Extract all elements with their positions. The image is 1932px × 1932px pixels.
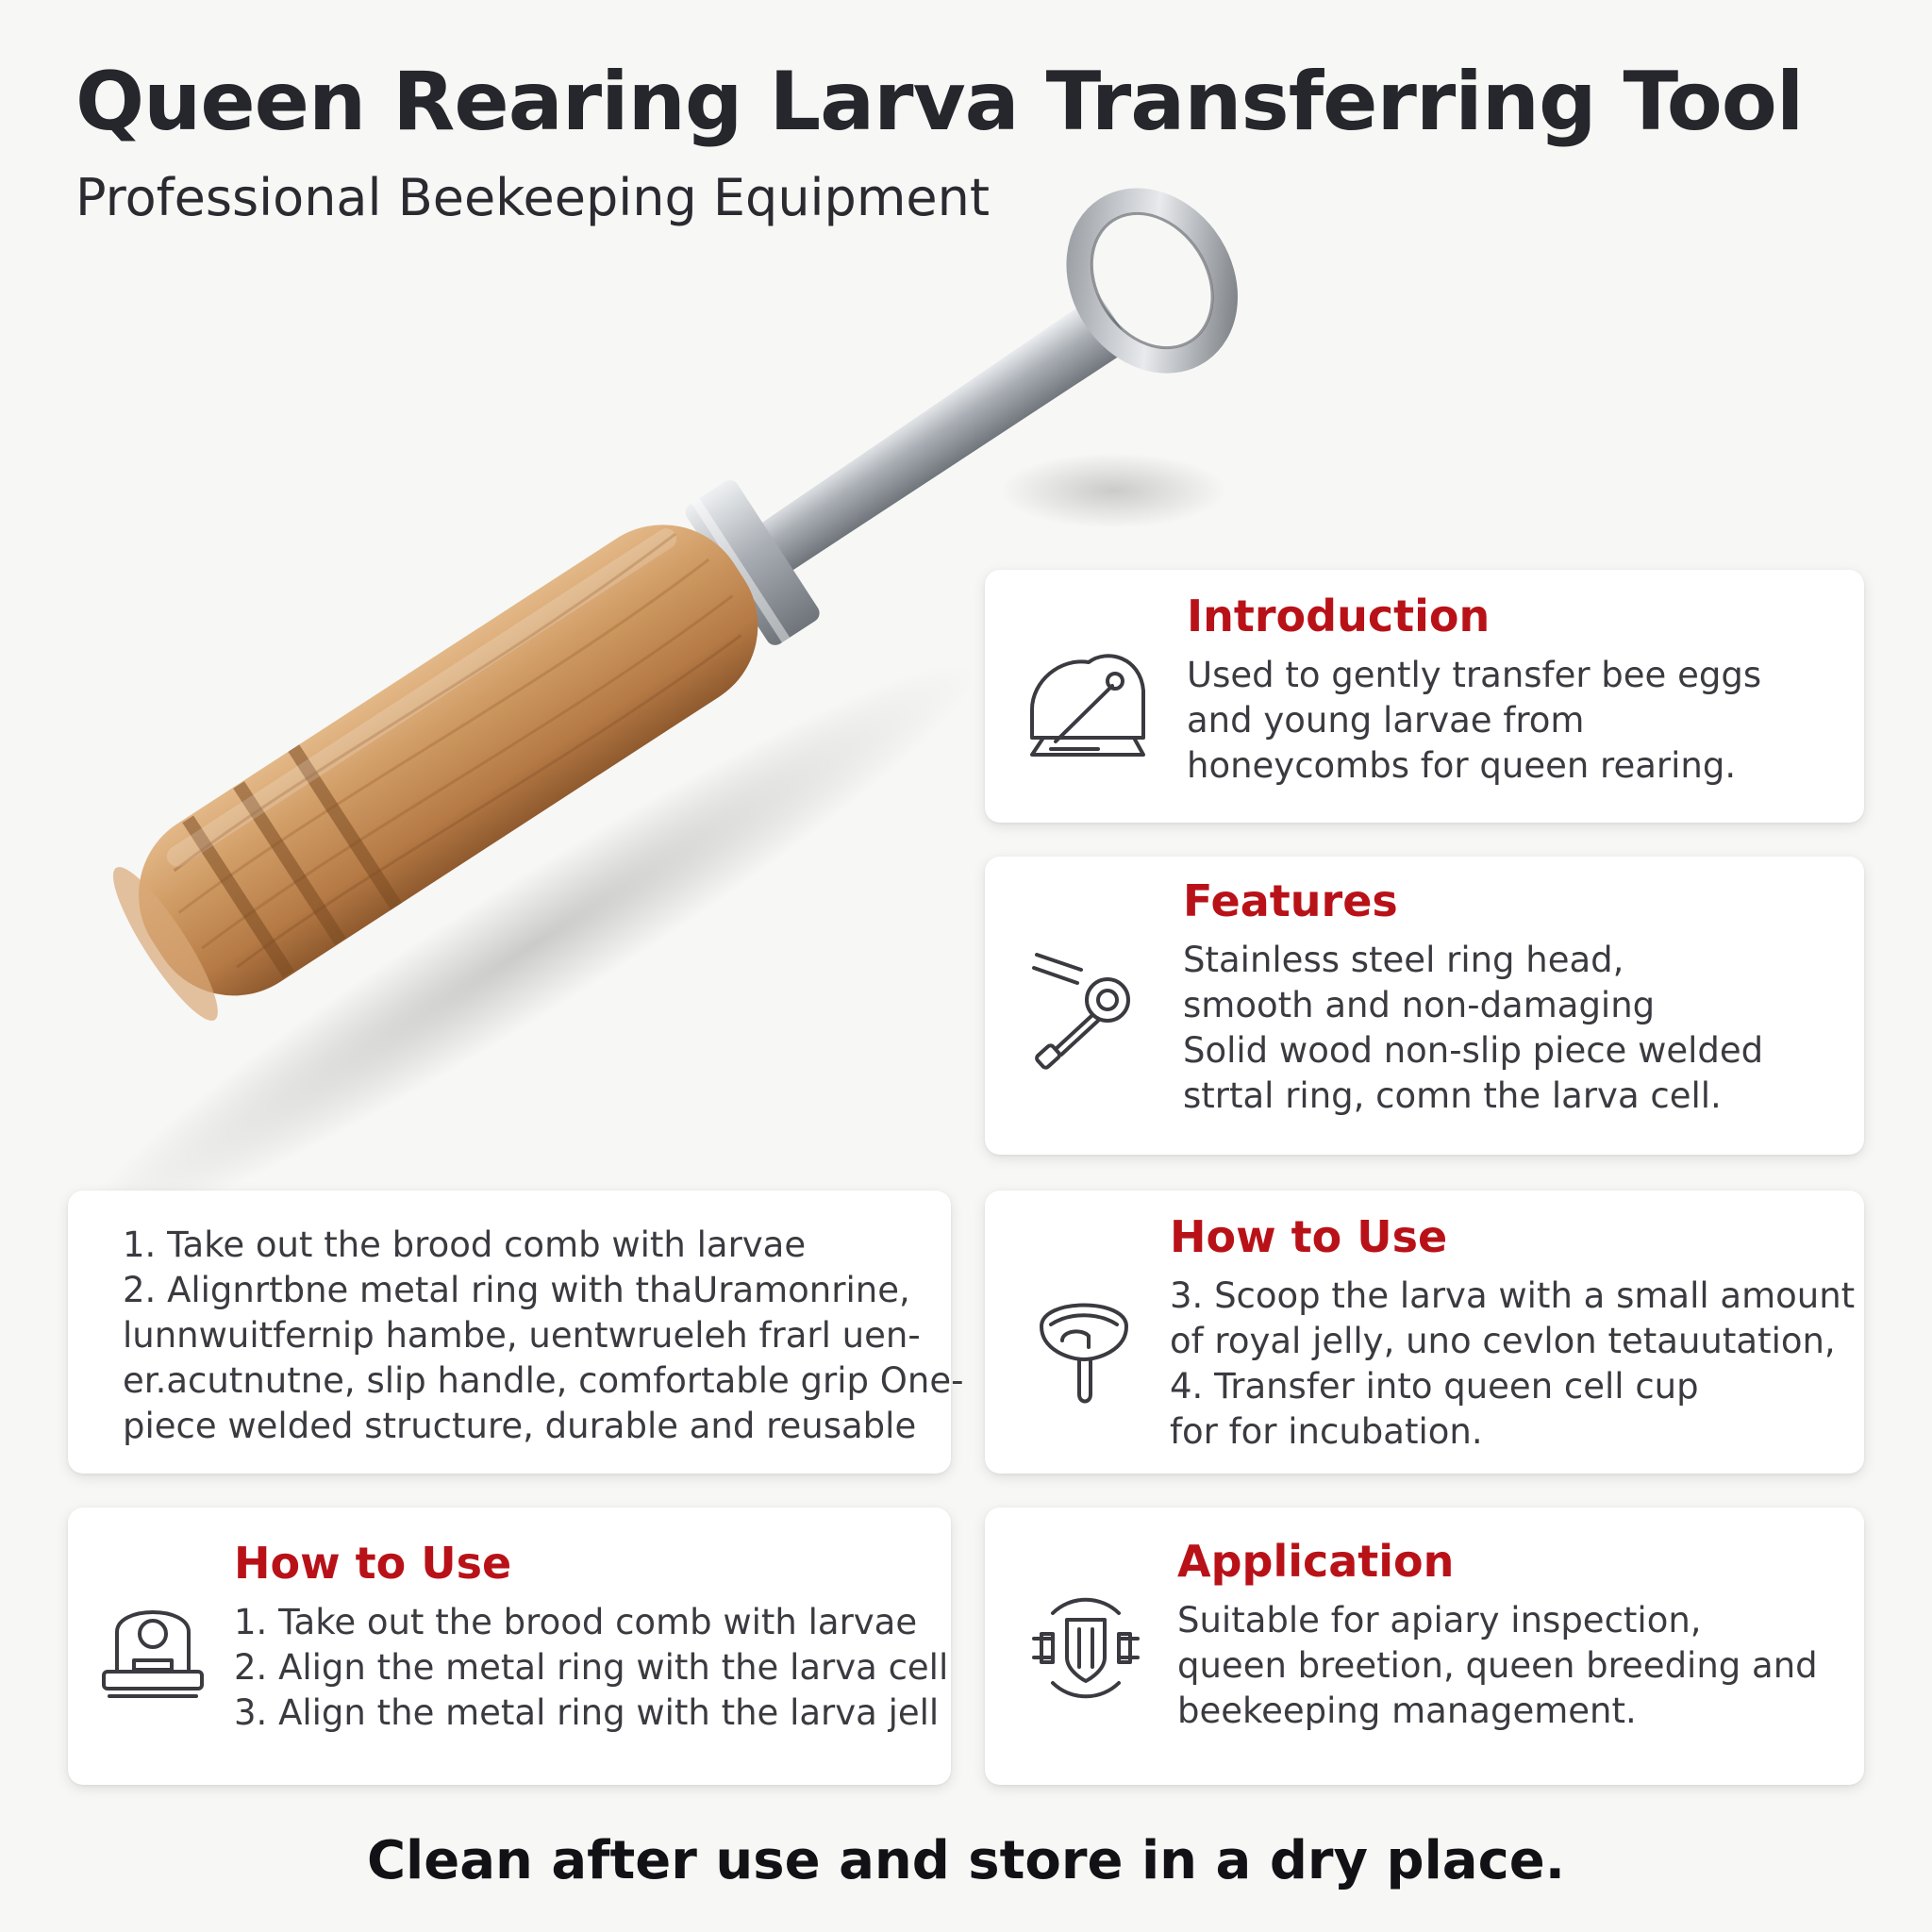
features-line: strtal ring, comn the larva cell. (1183, 1075, 1722, 1116)
steps-line: 2. Alignrtbne metal ring with thaUramonrine, (123, 1270, 910, 1310)
how-to-use-line: 4. Transfer into queen cell cup (1170, 1366, 1699, 1407)
application-line: Suitable for apiary inspection, (1177, 1600, 1702, 1641)
how-to-use-line: for for incubation. (1170, 1411, 1483, 1452)
how-to-use-heading-left: How to Use (234, 1538, 512, 1589)
features-line: smooth and non-damaging (1183, 985, 1656, 1025)
page-title: Queen Rearing Larva Transferring Tool (75, 55, 1804, 149)
application-line: beekeeping management. (1177, 1690, 1637, 1731)
steps-line: 1. Take out the brood comb with larvae (123, 1224, 807, 1265)
how-to-use-line: 2. Align the metal ring with the larva cell (234, 1647, 949, 1688)
how-to-use-card-right (985, 1191, 1864, 1474)
application-line: queen breetion, queen breeding and (1177, 1645, 1818, 1686)
how-to-use-line: 1. Take out the brood comb with larvae (234, 1602, 918, 1642)
cell-cup-icon (96, 1594, 209, 1717)
features-card (985, 857, 1864, 1155)
ring-scoop-icon (1023, 943, 1155, 1075)
introduction-heading: Introduction (1187, 591, 1491, 641)
steps-line: er.acutnutne, slip handle, comfortable grip One- (123, 1360, 964, 1401)
features-line: Stainless steel ring head, (1183, 940, 1624, 980)
how-to-use-line: 3. Scoop the larva with a small amount (1170, 1275, 1856, 1316)
introduction-line: Used to gently transfer bee eggs (1187, 655, 1762, 695)
care-instruction-footer: Clean after use and store in a dry place. (366, 1830, 1566, 1891)
introduction-card (985, 570, 1864, 823)
introduction-line: and young larvae from (1187, 700, 1585, 741)
how-to-use-heading-right: How to Use (1170, 1211, 1448, 1262)
how-to-use-line: 3. Align the metal ring with the larva jell (234, 1692, 940, 1733)
steps-line: lunnwuitfernip hambe, uentwrueleh frarl uen- (123, 1315, 921, 1356)
application-card (985, 1507, 1864, 1785)
steps-line: piece welded structure, durable and reusable (123, 1406, 917, 1446)
how-to-use-line: of royal jelly, uno cevlon tetauutation, (1170, 1321, 1836, 1361)
steps-card (68, 1191, 964, 1474)
features-line: Solid wood non-slip piece welded (1183, 1030, 1764, 1071)
introduction-line: honeycombs for queen rearing. (1187, 745, 1737, 786)
features-heading: Features (1183, 875, 1398, 926)
page-subtitle: Professional Beekeeping Equipment (75, 168, 991, 227)
jelly-scoop-icon (1023, 1289, 1145, 1421)
how-to-use-card-left (68, 1507, 951, 1785)
comb-tool-icon (1023, 643, 1155, 766)
apiary-shield-icon (1024, 1587, 1147, 1709)
application-heading: Application (1177, 1536, 1455, 1587)
